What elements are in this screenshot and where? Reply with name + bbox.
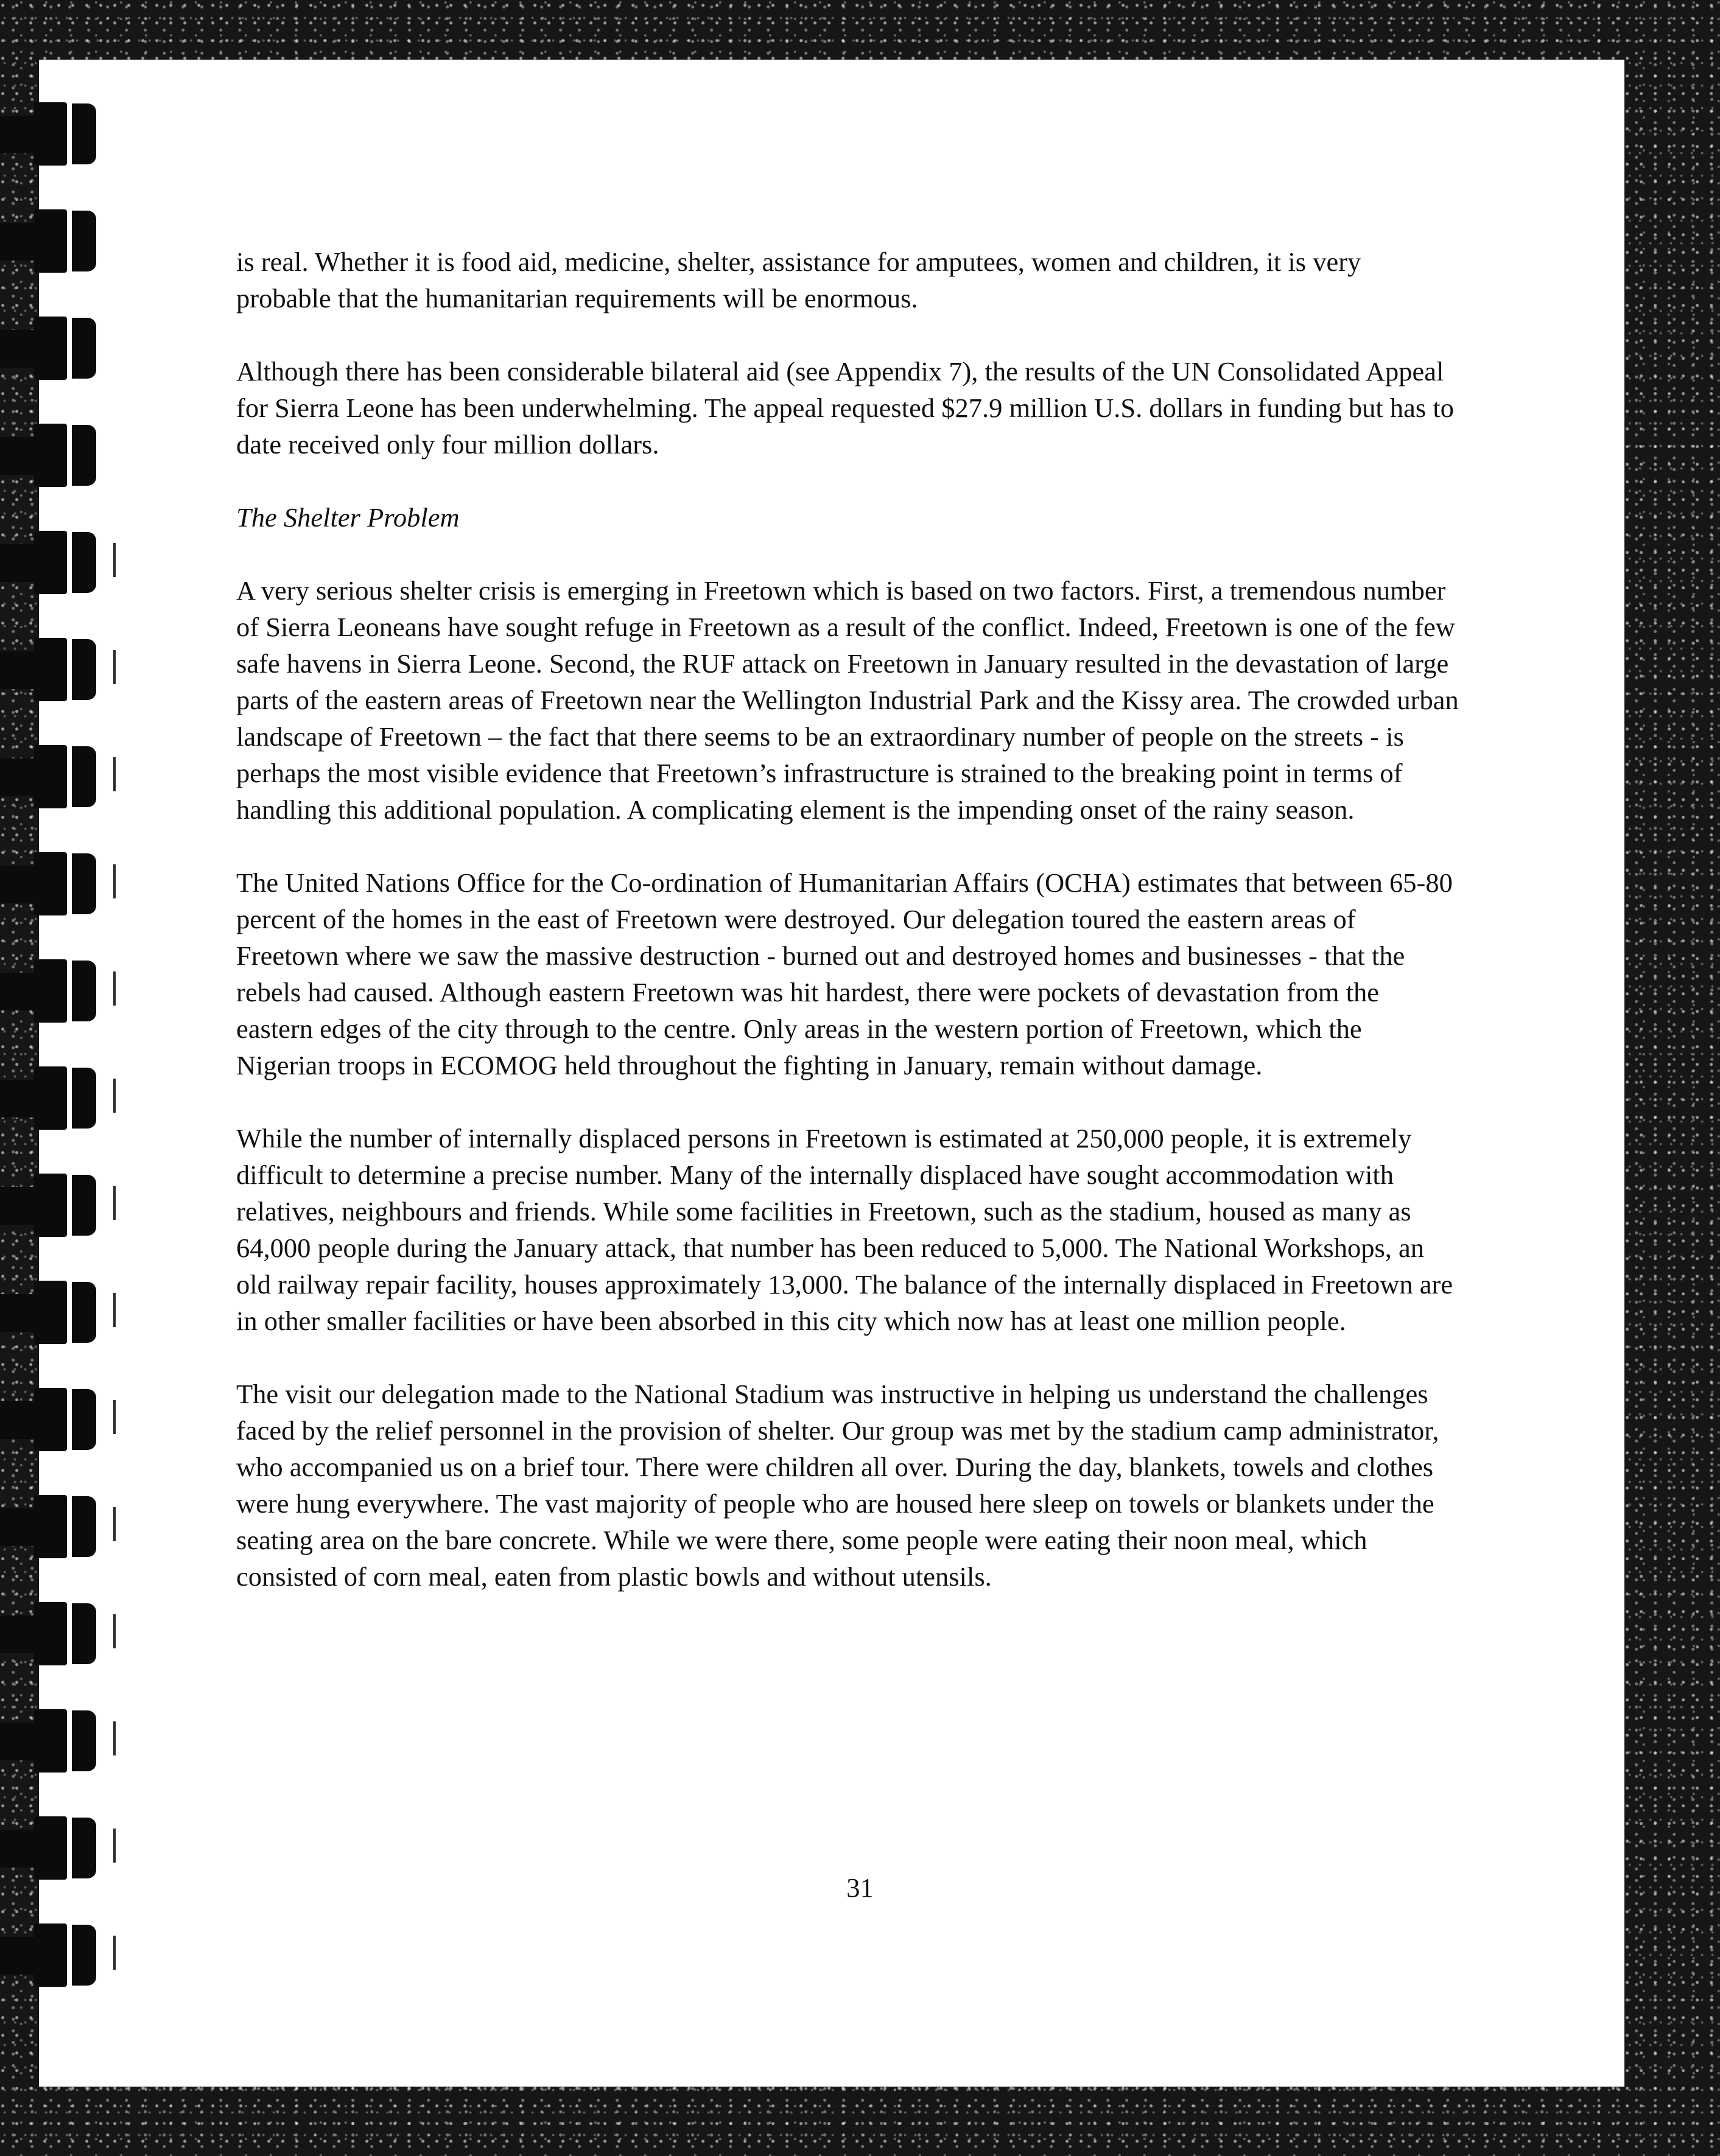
binding-ring bbox=[0, 1383, 110, 1456]
binding-ring bbox=[0, 1597, 110, 1670]
paragraph: The United Nations Office for the Co-ordination of Humanitarian Affairs (OCHA) estimates that between 65-80 percent of the homes in the east of Freetown were destroyed. Our delegation toured the eastern areas of Freetown where we saw the massive destruction - burned out and destroyed homes and businesses - that the rebels had caused. Although eastern Freetown was hit hardest, there were pockets of devastation from the eastern edges of the city through to the centre. Only areas in the western portion of Freetown, which the Nigerian troops in ECOMOG held throughout the fighting in January, remain without damage. bbox=[236, 867, 1453, 1080]
binding-ring bbox=[0, 419, 110, 492]
body-text bbox=[236, 243, 1460, 1631]
binding-ring bbox=[0, 312, 110, 385]
binding-ring bbox=[0, 847, 110, 920]
paragraph: A very serious shelter crisis is emerging in Freetown which is based on two factors. First, a tremendous number of Sierra Leoneans have sought refuge in Freetown as a result of the conflict. Indeed, Freetown is one of the few safe havens in Sierra Leone. Second, the RUF attack on Freetown in January resulted in the devastation of large parts of the eastern areas of Freetown near the Wellington Industrial Park and the Kissy area. The crowded urban landscape of Freetown – the fact that there seems to be an extraordinary number of people on the streets - is perhaps the most visible evidence that Freetown’s infrastructure is strained to the breaking point in terms of handling this additional population. A complicating element is the impending onset of the rainy season. bbox=[236, 575, 1459, 825]
paragraph: is real. Whether it is food aid, medicine, shelter, assistance for amputees, women and children, it is very probable that the humanitarian requirements will be enormous. bbox=[236, 247, 1361, 313]
binding-ring bbox=[0, 1169, 110, 1242]
binding-ring bbox=[0, 526, 110, 599]
section-heading: The Shelter Problem bbox=[236, 502, 460, 533]
binding-ring bbox=[0, 97, 110, 170]
binding-ring bbox=[0, 1919, 110, 1992]
binding-ring bbox=[0, 1490, 110, 1563]
paragraph: While the number of internally displaced persons in Freetown is estimated at 250,000 people, it is extremely difficult to determine a precise number. Many of the internally displaced have sought accommodation with relatives, neighbours and friends. While some facilities in Freetown, such as the stadium, housed as many as 64,000 people during the January attack, that number has been reduced to 5,000. The National Workshops, an old railway repair facility, houses approximately 13,000. The balance of the internally displaced in Freetown are in other smaller facilities or have been absorbed in this city which now has at least one million people. bbox=[236, 1123, 1453, 1336]
binding-ring bbox=[0, 1276, 110, 1349]
binding-ring bbox=[0, 205, 110, 278]
binding-ring bbox=[0, 740, 110, 813]
page-number: 31 bbox=[846, 1872, 874, 1903]
paragraph: The visit our delegation made to the National Stadium was instructive in helping us understand the challenges faced by the relief personnel in the provision of shelter. Our group was met by the stadium camp administrator, who accompanied us on a brief tour. There were children all over. During the day, blankets, towels and clothes were hung everywhere. The vast majority of people who are housed here sleep on towels or blankets under the seating area on the bare concrete. While we were there, some people were eating their noon meal, which consisted of corn meal, eaten from plastic bowls and without utensils. bbox=[236, 1379, 1439, 1592]
binding-ring bbox=[0, 954, 110, 1027]
binding-ring bbox=[0, 1062, 110, 1135]
binding-ring bbox=[0, 1704, 110, 1777]
binding-ring bbox=[0, 633, 110, 706]
paragraph: Although there has been considerable bilateral aid (see Appendix 7), the results of the UN Consolidated Appeal for Sierra Leone has been underwhelming. The appeal requested $27.9 million U.S. dollars in funding but has to date received only four million dollars. bbox=[236, 356, 1454, 460]
spiral-binding bbox=[0, 61, 140, 2070]
